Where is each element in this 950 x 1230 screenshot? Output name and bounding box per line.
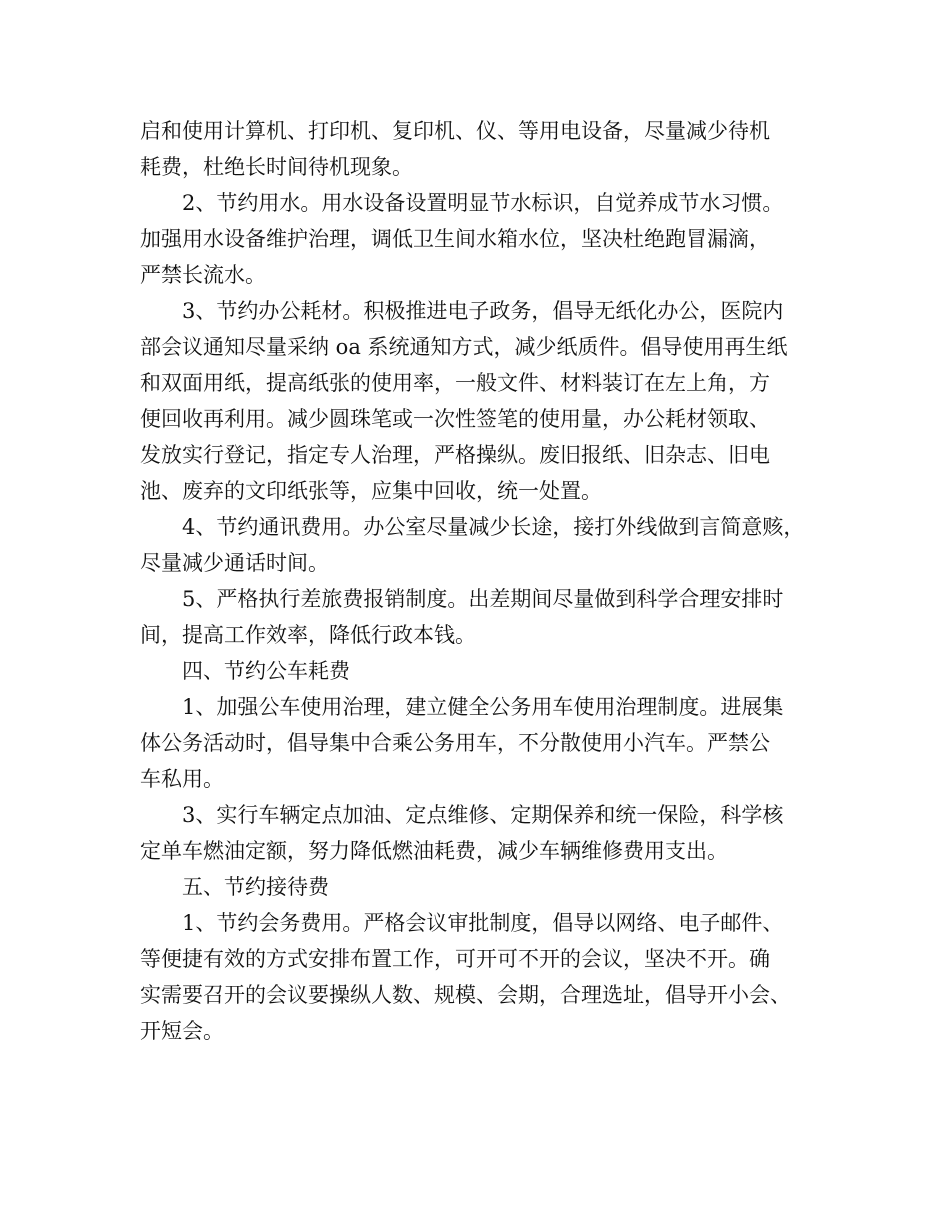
text-line: 尽量减少通话时间。 — [140, 551, 329, 575]
paragraph-first-line: 4、节约通讯费用。办公室尽量减少长途，接打外线做到言简意赅， — [182, 515, 805, 539]
text-line: 和双面用纸，提高纸张的使用率，一般文件、材料装订在左上角，方 — [140, 371, 770, 395]
text-line: 车私用。 — [140, 767, 224, 791]
paragraph-first-line: 3、实行车辆定点加油、定点维修、定期保养和统一保险，科学核 — [182, 803, 784, 827]
text-line: 加强用水设备维护治理，调低卫生间水箱水位，坚决杜绝跑冒漏滴， — [140, 227, 770, 251]
text-line: 定单车燃油定额，努力降低燃油耗费，减少车辆维修费用支出。 — [140, 839, 728, 863]
text-line: 部会议通知尽量采纳 oa 系统通知方式，减少纸质件。倡导使用再生纸 — [140, 335, 788, 359]
paragraph-first-line: 2、节约用水。用水设备设置明显节水标识，自觉养成节水习惯。 — [182, 191, 784, 215]
text-line: 池、废弃的文印纸张等，应集中回收，统一处置。 — [140, 479, 602, 503]
text-line: 等便捷有效的方式安排布置工作，可开可不开的会议，坚决不开。确 — [140, 947, 770, 971]
text-line: 便回收再利用。减少圆珠笔或一次性签笔的使用量，办公耗材领取、 — [140, 407, 770, 431]
paragraph-first-line: 四、节约公车耗费 — [182, 659, 350, 683]
paragraph-first-line: 1、节约会务费用。严格会议审批制度，倡导以网络、电子邮件、 — [182, 911, 784, 935]
text-line: 开短会。 — [140, 1019, 224, 1043]
text-line: 体公务活动时，倡导集中合乘公务用车，不分散使用小汽车。严禁公 — [140, 731, 770, 755]
document-body — [140, 113, 840, 1049]
text-line: 启和使用计算机、打印机、复印机、仪、等用电设备，尽量减少待机 — [140, 119, 770, 143]
text-line: 间，提高工作效率，降低行政本钱。 — [140, 623, 476, 647]
paragraph-first-line: 5、严格执行差旅费报销制度。出差期间尽量做到科学合理安排时 — [182, 587, 784, 611]
paragraph-first-line: 3、节约办公耗材。积极推进电子政务，倡导无纸化办公，医院内 — [182, 299, 784, 323]
text-line: 实需要召开的会议要操纵人数、规模、会期，合理选址，倡导开小会、 — [140, 983, 791, 1007]
paragraph-first-line: 1、加强公车使用治理，建立健全公务用车使用治理制度。进展集 — [182, 695, 784, 719]
text-line: 严禁长流水。 — [140, 263, 266, 287]
paragraph-first-line: 五、节约接待费 — [182, 875, 329, 899]
text-line: 发放实行登记，指定专人治理，严格操纵。废旧报纸、旧杂志、旧电 — [140, 443, 770, 467]
text-line: 耗费，杜绝长时间待机现象。 — [140, 155, 413, 179]
